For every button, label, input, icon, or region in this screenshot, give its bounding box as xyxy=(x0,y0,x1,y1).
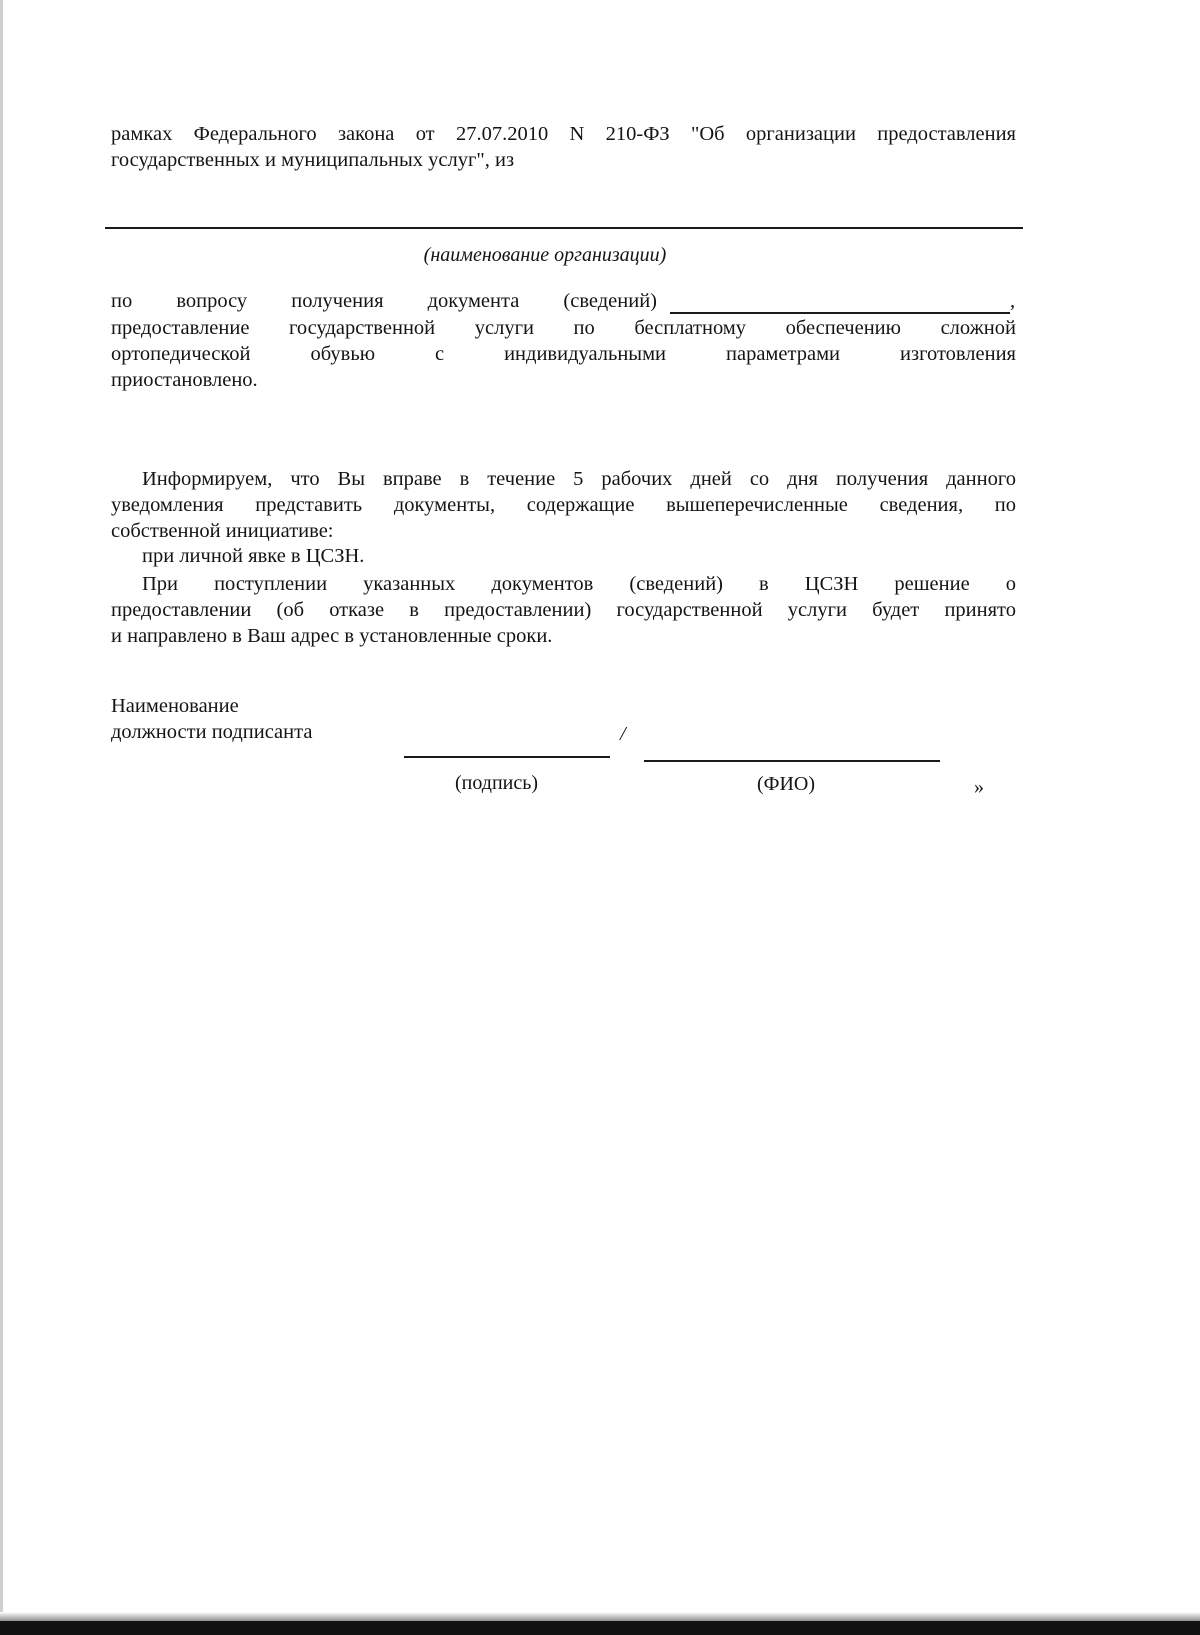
signature-blank xyxy=(404,756,610,758)
suspend-line-1: предоставление государственной услуги по бесплатному обеспечению сложной xyxy=(111,317,1016,339)
closing-quote-mark: » xyxy=(974,776,984,798)
question-prefix: по вопросу получения документа (сведений) xyxy=(111,290,657,312)
fio-blank xyxy=(644,760,940,762)
personal-visit-line: при личной явке в ЦСЗН. xyxy=(142,545,365,567)
receipt-line-2: предоставлении (об отказе в предоставлении) государственной услуги будет принято xyxy=(111,599,1016,621)
inform-line-1: Информируем, что Вы вправе в течение 5 рабочих дней со дня получения данного xyxy=(142,468,1016,490)
receipt-line-3: и направлено в Ваш адрес в установленные сроки. xyxy=(111,625,553,647)
scan-bottom-edge xyxy=(0,1621,1200,1635)
scan-bottom-shade xyxy=(0,1612,1200,1621)
inform-line-3: собственной инициативе: xyxy=(111,520,334,542)
intro-line-1: рамках Федерального закона от 27.07.2010 N 210-ФЗ "Об организации предоставления xyxy=(111,123,1016,145)
intro-line-2: государственных и муниципальных услуг", из xyxy=(111,149,515,171)
signature-slash: / xyxy=(620,723,626,745)
signer-title-line-2: должности подписанта xyxy=(111,721,313,743)
receipt-line-1: При поступлении указанных документов (сведений) в ЦСЗН решение о xyxy=(142,573,1016,595)
organization-caption: (наименование организации) xyxy=(423,244,667,266)
question-comma: , xyxy=(1010,290,1016,312)
organization-name-blank xyxy=(105,227,1023,229)
suspend-line-3: приостановлено. xyxy=(111,369,258,391)
fio-caption: (ФИО) xyxy=(757,773,816,795)
signature-caption: (подпись) xyxy=(455,772,539,794)
suspend-line-2: ортопедической обувью с индивидуальными параметрами изготовления xyxy=(111,343,1016,365)
signer-title-line-1: Наименование xyxy=(111,695,239,717)
inform-line-2: уведомления представить документы, содержащие вышеперечисленные сведения, по xyxy=(111,494,1016,516)
document-name-blank xyxy=(670,312,1010,314)
